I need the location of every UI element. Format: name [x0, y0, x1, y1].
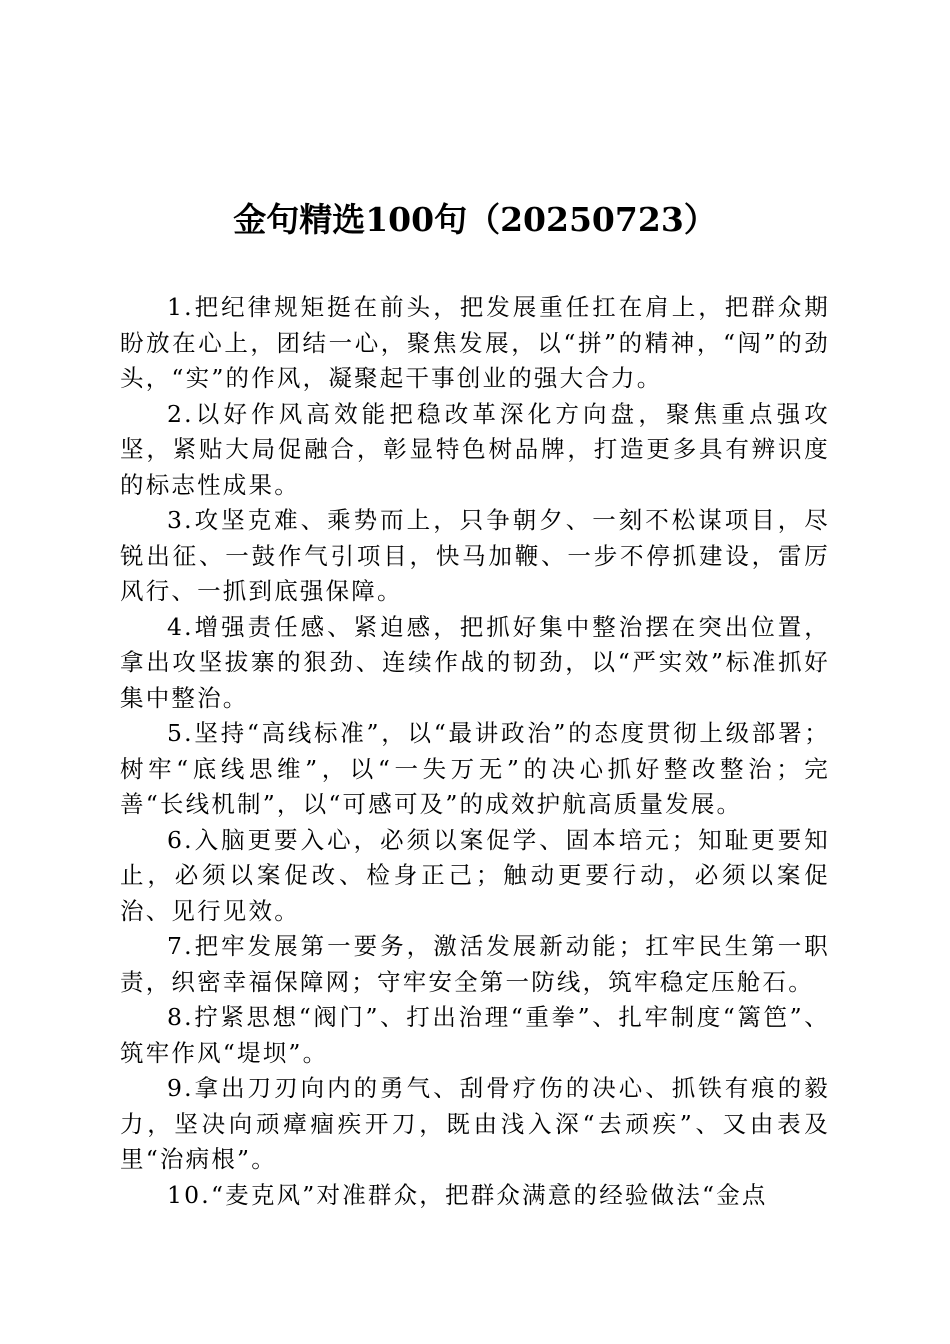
paragraph-2: 2.以好作风高效能把稳改革深化方向盘，聚焦重点强攻坚，紧贴大局促融合，彰显特色树品牌，打造更多具有辨识度的标志性成果。	[120, 399, 830, 499]
paragraph-9: 9.拿出刀刃向内的勇气、刮骨疗伤的决心、抓铁有痕的毅力，坚决向顽瘴痼疾开刀，既由浅入深“去顽疾”、又由表及里“治病根”。	[120, 1074, 830, 1173]
document-body	[120, 290, 830, 1213]
paragraph-6: 6.入脑更要入心，必须以案促学、固本培元；知耻更要知止，必须以案促改、检身正己；触动更要行动，必须以案促治、见行见效。	[120, 825, 830, 925]
paragraph-8: 8.拧紧思想“阀门”、打出治理“重拳”、扎牢制度“篱笆”、筑牢作风“堤坝”。	[120, 1003, 830, 1067]
paragraph-4: 4.增强责任感、紧迫感，把抓好集中整治摆在突出位置，拿出攻坚拔寨的狠劲、连续作战的韧劲，以“严实效”标准抓好集中整治。	[120, 612, 830, 712]
paragraph-1: 1.把纪律规矩挺在前头，把发展重任扛在肩上，把群众期盼放在心上，团结一心，聚焦发展，以“拼”的精神，“闯”的劲头，“实”的作风，凝聚起干事创业的强大合力。	[120, 293, 830, 392]
paragraph-10: 10.“麦克风”对准群众，把群众满意的经验做法“金点	[167, 1180, 768, 1209]
paragraph-3: 3.攻坚克难、乘势而上，只争朝夕、一刻不松谋项目，尽锐出征、一鼓作气引项目，快马加鞭、一步不停抓建设，雷厉风行、一抓到底强保障。	[120, 506, 830, 605]
paragraph-7: 7.把牢发展第一要务，激活发展新动能；扛牢民生第一职责，织密幸福保障网；守牢安全第一防线，筑牢稳定压舱石。	[120, 932, 830, 996]
page-title: 金句精选100句（20250723）	[233, 200, 717, 239]
paragraph-5: 5.坚持“高线标准”，以“最讲政治”的态度贯彻上级部署；树牢“底线思维”，以“一失万无”的决心抓好整改整治；完善“长线机制”，以“可感可及”的成效护航高质量发展。	[120, 719, 830, 818]
